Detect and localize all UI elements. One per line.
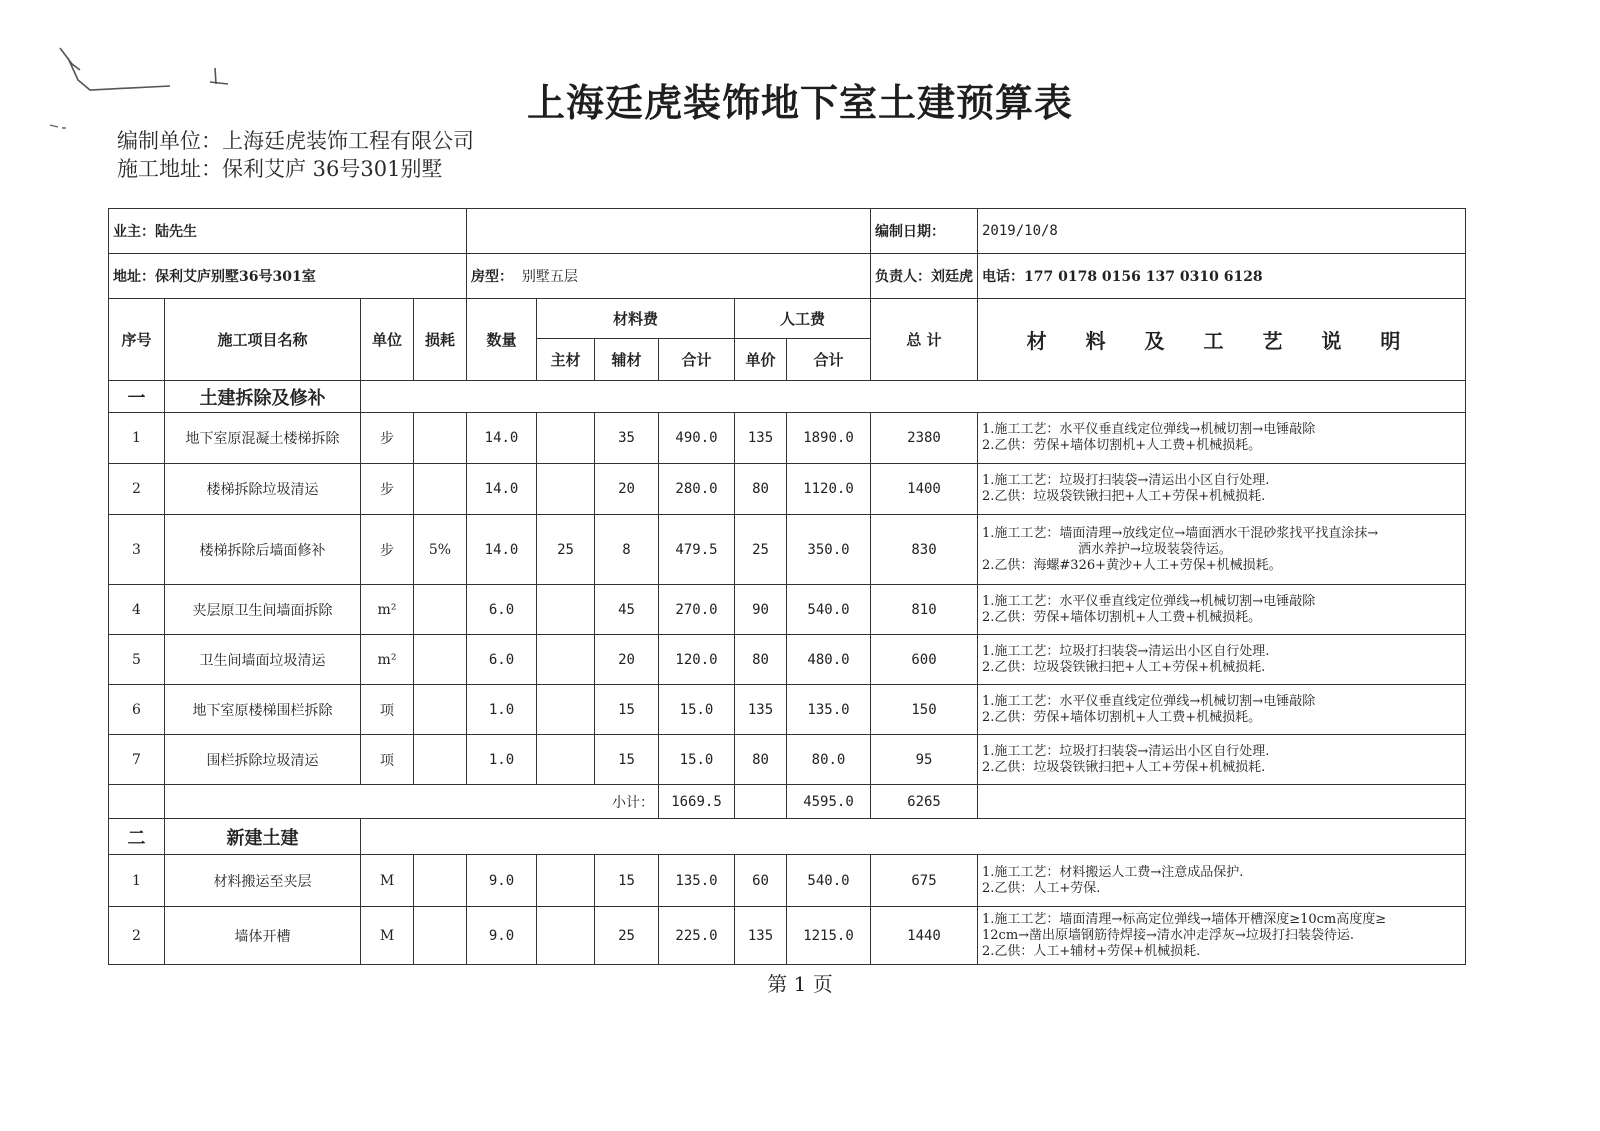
- row-material-total: 490.0: [659, 413, 735, 464]
- row-no: 3: [109, 515, 165, 585]
- row-aux-material: 15: [595, 855, 659, 907]
- row-total: 1400: [871, 464, 978, 515]
- row-no: 1: [109, 413, 165, 464]
- subtotal-labor: 4595.0: [787, 785, 871, 819]
- row-labor-total: 540.0: [787, 855, 871, 907]
- row-description: [978, 413, 1466, 464]
- desc-line: 2.乙供：垃圾袋铁锹扫把+人工+劳保+机械损耗.: [982, 759, 1266, 775]
- row-qty: 9.0: [467, 855, 537, 907]
- manager-cell: 负责人：刘廷虎: [871, 254, 978, 299]
- row-material-total: 225.0: [659, 907, 735, 965]
- site-address: 施工地址：保利艾庐 36号301别墅: [117, 157, 443, 181]
- row-main-material: [537, 685, 595, 735]
- row-labor-total: 80.0: [787, 735, 871, 785]
- row-no: 5: [109, 635, 165, 685]
- subtotal-row: [109, 785, 1466, 819]
- budget-table: [108, 208, 1466, 965]
- header-description: 材 料 及 工 艺 说 明: [978, 299, 1466, 381]
- header-name: 施工项目名称: [165, 299, 361, 381]
- row-unit: 步: [361, 515, 414, 585]
- row-material-total: 280.0: [659, 464, 735, 515]
- header-grand-total: 总 计: [871, 299, 978, 381]
- section-row: [109, 819, 1466, 855]
- header-seq: 序号: [109, 299, 165, 381]
- subtotal-material: 1669.5: [659, 785, 735, 819]
- row-unit: 步: [361, 464, 414, 515]
- row-labor-total: 135.0: [787, 685, 871, 735]
- row-labor-total: 480.0: [787, 635, 871, 685]
- row-total: 810: [871, 585, 978, 635]
- row-labor-unit: 60: [735, 855, 787, 907]
- row-aux-material: 8: [595, 515, 659, 585]
- row-total: 600: [871, 635, 978, 685]
- row-labor-total: 1120.0: [787, 464, 871, 515]
- row-aux-material: 45: [595, 585, 659, 635]
- desc-line: 2.乙供：垃圾袋铁锹扫把+人工+劳保+机械损耗.: [982, 659, 1266, 675]
- row-qty: 1.0: [467, 735, 537, 785]
- desc-line: 1.施工工艺：水平仪垂直线定位弹线→机械切割→电锤敲除: [982, 422, 1316, 437]
- address-cell: 地址：保利艾庐别墅36号301室: [109, 254, 467, 299]
- desc-line: 1.施工工艺：墙面清理→放线定位→墙面洒水干混砂浆找平找直涂抹→: [982, 525, 1379, 541]
- row-total: 95: [871, 735, 978, 785]
- house-type-cell: [467, 254, 871, 299]
- table-row: [109, 907, 1466, 965]
- section-title: 新建土建: [165, 819, 361, 855]
- table-row: [109, 635, 1466, 685]
- header-main-material: 主材: [537, 339, 595, 381]
- table-row: [109, 585, 1466, 635]
- row-material-total: 15.0: [659, 685, 735, 735]
- row-labor-unit: 80: [735, 635, 787, 685]
- row-material-total: 479.5: [659, 515, 735, 585]
- empty-cell: [361, 381, 1466, 413]
- row-description: [978, 635, 1466, 685]
- row-labor-total: 1215.0: [787, 907, 871, 965]
- row-qty: 6.0: [467, 635, 537, 685]
- row-name: 夹层原卫生间墙面拆除: [165, 585, 361, 635]
- row-labor-unit: 25: [735, 515, 787, 585]
- header-labor-fee: 人工费: [735, 299, 871, 339]
- owner-cell: 业主：陆先生: [109, 209, 467, 254]
- row-main-material: [537, 855, 595, 907]
- row-total: 830: [871, 515, 978, 585]
- row-description: [978, 515, 1466, 585]
- row-loss: [414, 685, 467, 735]
- row-qty: 1.0: [467, 685, 537, 735]
- desc-line: 1.施工工艺：垃圾打扫装袋→清运出小区自行处理.: [982, 643, 1270, 659]
- table-row: [109, 464, 1466, 515]
- row-qty: 9.0: [467, 907, 537, 965]
- desc-line: 1.施工工艺：材料搬运人工费→注意成品保护.: [982, 864, 1244, 880]
- row-name: 楼梯拆除后墙面修补: [165, 515, 361, 585]
- desc-line: 12cm→凿出原墙钢筋待焊接→清水冲走浮灰→垃圾打扫装袋待运.: [982, 927, 1354, 943]
- row-unit: m²: [361, 585, 414, 635]
- row-description: [978, 585, 1466, 635]
- row-main-material: [537, 585, 595, 635]
- desc-line: 洒水养护→垃圾装袋待运。: [1078, 541, 1232, 557]
- row-aux-material: 25: [595, 907, 659, 965]
- desc-line: 1.施工工艺：垃圾打扫装袋→清运出小区自行处理.: [982, 473, 1270, 488]
- row-labor-total: 350.0: [787, 515, 871, 585]
- desc-line: 1.施工工艺：垃圾打扫装袋→清运出小区自行处理.: [982, 743, 1270, 759]
- row-name: 楼梯拆除垃圾清运: [165, 464, 361, 515]
- row-material-total: 15.0: [659, 735, 735, 785]
- header-row-1: [109, 299, 1466, 339]
- row-unit: M: [361, 907, 414, 965]
- compiler-unit: 编制单位：上海廷虎装饰工程有限公司: [117, 129, 474, 153]
- desc-line: 2.乙供：海螺#326+黄沙+人工+劳保+机械损耗。: [982, 557, 1282, 573]
- empty-cell: [361, 819, 1466, 855]
- row-main-material: 25: [537, 515, 595, 585]
- empty-cell: [978, 785, 1466, 819]
- row-no: 1: [109, 855, 165, 907]
- row-unit: 步: [361, 413, 414, 464]
- row-description: [978, 855, 1466, 907]
- house-type-value: 别墅五层: [521, 269, 578, 285]
- page-number: 第 1 页: [767, 972, 833, 996]
- row-labor-unit: 135: [735, 413, 787, 464]
- row-aux-material: 15: [595, 685, 659, 735]
- desc-line: 2.乙供：垃圾袋铁锹扫把+人工+劳保+机械损耗.: [982, 489, 1266, 504]
- row-qty: 6.0: [467, 585, 537, 635]
- row-main-material: [537, 413, 595, 464]
- row-total: 2380: [871, 413, 978, 464]
- row-main-material: [537, 635, 595, 685]
- desc-line: 2.乙供：人工+劳保.: [982, 880, 1101, 896]
- desc-line: 1.施工工艺：水平仪垂直线定位弹线→机械切割→电锤敲除: [982, 693, 1316, 709]
- empty-cell: [735, 785, 787, 819]
- desc-line: 2.乙供：劳保+墙体切割机+人工费+机械损耗。: [982, 709, 1262, 725]
- row-labor-unit: 90: [735, 585, 787, 635]
- row-aux-material: 20: [595, 464, 659, 515]
- row-main-material: [537, 464, 595, 515]
- desc-line: 1.施工工艺：墙面清理→标高定位弹线→墙体开槽深度≥10cm高度度≥: [982, 911, 1387, 927]
- row-name: 材料搬运至夹层: [165, 855, 361, 907]
- row-description: [978, 464, 1466, 515]
- row-no: 2: [109, 464, 165, 515]
- info-row-1: [109, 209, 1466, 254]
- row-total: 1440: [871, 907, 978, 965]
- row-description: [978, 685, 1466, 735]
- row-qty: 14.0: [467, 515, 537, 585]
- row-qty: 14.0: [467, 413, 537, 464]
- section-number: 一: [109, 381, 165, 413]
- table-row: [109, 685, 1466, 735]
- subtotal-total: 6265: [871, 785, 978, 819]
- header-aux-material: 辅材: [595, 339, 659, 381]
- row-loss: [414, 855, 467, 907]
- row-unit: m²: [361, 635, 414, 685]
- header-qty: 数量: [467, 299, 537, 381]
- row-labor-total: 1890.0: [787, 413, 871, 464]
- row-labor-unit: 80: [735, 464, 787, 515]
- row-material-total: 270.0: [659, 585, 735, 635]
- row-no: 6: [109, 685, 165, 735]
- header-material-fee: 材料费: [537, 299, 735, 339]
- desc-line: 2.乙供：劳保+墙体切割机+人工费+机械损耗。: [982, 609, 1262, 625]
- table-row: [109, 855, 1466, 907]
- row-loss: [414, 735, 467, 785]
- house-type-label: 房型：: [471, 269, 513, 285]
- row-labor-unit: 80: [735, 735, 787, 785]
- empty-cell: [467, 209, 871, 254]
- desc-line: 2.乙供：劳保+墙体切割机+人工费+机械损耗。: [982, 438, 1262, 453]
- section-row: [109, 381, 1466, 413]
- row-description: [978, 907, 1466, 965]
- row-loss: [414, 907, 467, 965]
- row-labor-unit: 135: [735, 685, 787, 735]
- empty-cell: [109, 785, 165, 819]
- row-name: 墙体开槽: [165, 907, 361, 965]
- row-no: 7: [109, 735, 165, 785]
- row-aux-material: 15: [595, 735, 659, 785]
- header-labor-unit: 单价: [735, 339, 787, 381]
- row-loss: [414, 413, 467, 464]
- phone-cell: 电话：177 0178 0156 137 0310 6128: [978, 254, 1466, 299]
- date-value: 2019/10/8: [978, 209, 1466, 254]
- row-description: [978, 735, 1466, 785]
- row-loss: 5%: [414, 515, 467, 585]
- page-title: 上海廷虎装饰地下室土建预算表: [526, 80, 1073, 125]
- date-label: 编制日期：: [871, 209, 978, 254]
- row-total: 150: [871, 685, 978, 735]
- header-loss: 损耗: [414, 299, 467, 381]
- row-name: 卫生间墙面垃圾清运: [165, 635, 361, 685]
- header-material-total: 合计: [659, 339, 735, 381]
- section-number: 二: [109, 819, 165, 855]
- row-loss: [414, 585, 467, 635]
- section-title: 土建拆除及修补: [165, 381, 361, 413]
- header-labor-total: 合计: [787, 339, 871, 381]
- row-name: 地下室原混凝土楼梯拆除: [165, 413, 361, 464]
- desc-line: 2.乙供：人工+辅材+劳保+机械损耗.: [982, 943, 1201, 959]
- row-material-total: 135.0: [659, 855, 735, 907]
- row-name: 围栏拆除垃圾清运: [165, 735, 361, 785]
- row-loss: [414, 635, 467, 685]
- row-unit: M: [361, 855, 414, 907]
- row-no: 4: [109, 585, 165, 635]
- row-qty: 14.0: [467, 464, 537, 515]
- subtotal-label: 小计：: [165, 785, 659, 819]
- row-labor-unit: 135: [735, 907, 787, 965]
- table-row: [109, 515, 1466, 585]
- table-row: [109, 413, 1466, 464]
- row-unit: 项: [361, 685, 414, 735]
- row-labor-total: 540.0: [787, 585, 871, 635]
- row-main-material: [537, 907, 595, 965]
- table-row: [109, 735, 1466, 785]
- row-aux-material: 20: [595, 635, 659, 685]
- row-material-total: 120.0: [659, 635, 735, 685]
- desc-line: 1.施工工艺：水平仪垂直线定位弹线→机械切割→电锤敲除: [982, 593, 1316, 609]
- row-total: 675: [871, 855, 978, 907]
- row-loss: [414, 464, 467, 515]
- row-no: 2: [109, 907, 165, 965]
- row-aux-material: 35: [595, 413, 659, 464]
- row-unit: 项: [361, 735, 414, 785]
- info-row-2: [109, 254, 1466, 299]
- row-name: 地下室原楼梯围栏拆除: [165, 685, 361, 735]
- header-unit: 单位: [361, 299, 414, 381]
- row-main-material: [537, 735, 595, 785]
